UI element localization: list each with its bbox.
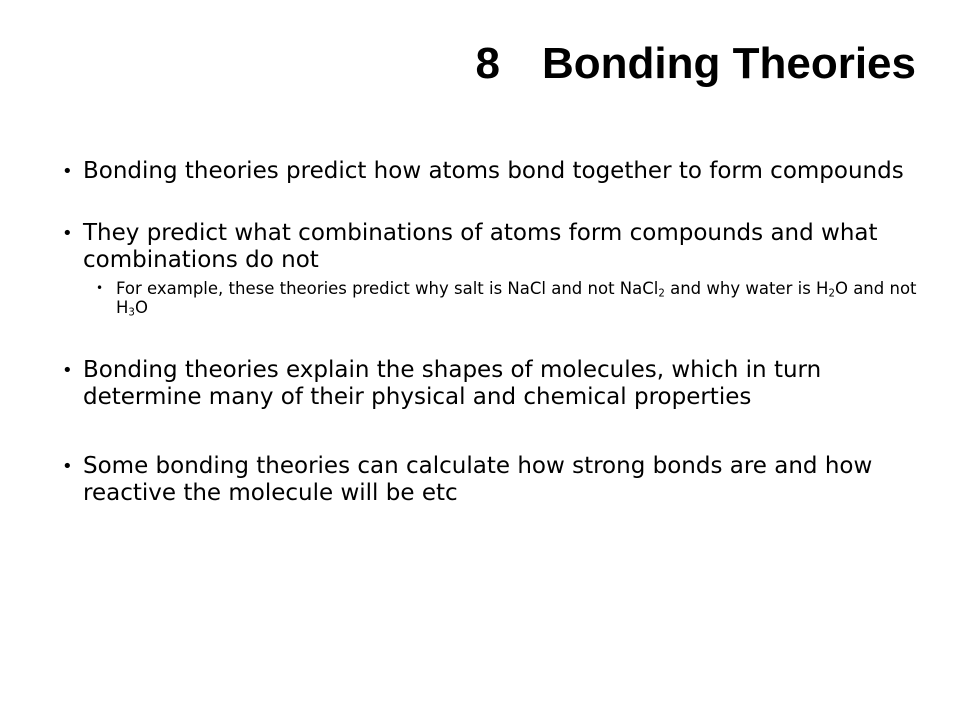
bullet-list: [62, 158, 922, 507]
bullet-item: [62, 357, 922, 411]
sub-bullet-text: For example, these theories predict why salt is NaCl and not NaCl$_2$ and why water is $H_2O$ and not $H_3O$: [116, 279, 917, 319]
bullet-marker: •: [62, 161, 73, 182]
bullet-marker: •: [62, 223, 73, 244]
bullet-text: They predict what combinations of atoms form compounds and what combinations do not: [83, 220, 878, 273]
bullet-text: Bonding theories explain the shapes of molecules, which in turn determine many of their physical and chemical properties: [83, 357, 822, 410]
bullet-text: Bonding theories predict how atoms bond together to form compounds: [83, 158, 904, 184]
bullet-marker: •: [62, 456, 73, 477]
slide-title: [475, 39, 916, 88]
title-text: Bonding Theories: [542, 39, 916, 88]
title-number: 8: [475, 39, 500, 88]
sub-bullet-item: [96, 279, 922, 317]
bullet-item: [62, 158, 922, 185]
bullet-text: Some bonding theories can calculate how strong bonds are and how reactive the molecule will be etc: [83, 453, 873, 506]
bullet-item: [62, 220, 922, 274]
sub-bullet-marker: •: [96, 281, 104, 295]
bullet-marker: •: [62, 360, 73, 381]
bullet-item: [62, 453, 922, 507]
